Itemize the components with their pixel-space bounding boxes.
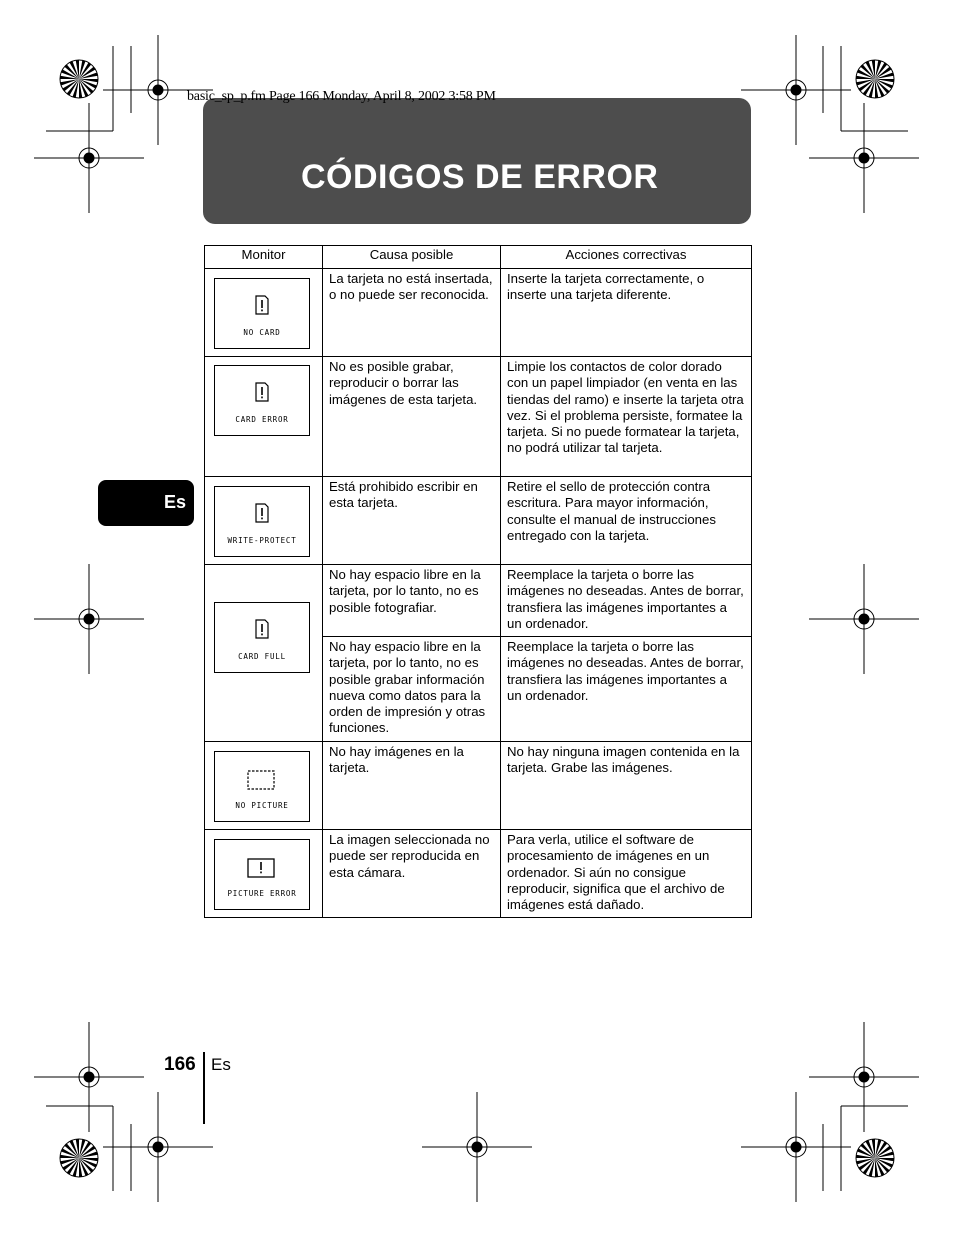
card-warning-icon — [255, 382, 269, 402]
registration-crosshair — [34, 1022, 144, 1132]
registration-starburst — [856, 1139, 894, 1177]
registration-crosshair — [34, 103, 144, 213]
monitor-cell — [205, 357, 323, 477]
lcd-screen — [214, 751, 310, 822]
monitor-cell — [205, 269, 323, 357]
language-tab-label: Es — [163, 492, 186, 512]
lcd-screen — [214, 839, 310, 910]
table-row — [205, 357, 752, 477]
footer-divider — [203, 1052, 205, 1124]
page-language: Es — [211, 1055, 231, 1074]
lcd-message: CARD FULL — [238, 652, 286, 661]
cause-cell: No hay imágenes en la tarjeta. — [323, 742, 501, 830]
registration-crosshair — [103, 1092, 213, 1202]
action-cell: Inserte la tarjeta correctamente, o inserte una tarjeta diferente. — [501, 269, 752, 357]
lcd-message: NO PICTURE — [235, 801, 289, 810]
cause-cell: La imagen seleccionada no puede ser reproducida en esta cámara. — [323, 830, 501, 918]
picture-warning-icon — [247, 858, 275, 878]
monitor-cell — [205, 830, 323, 918]
page-number: 166 — [164, 1054, 196, 1075]
table-row — [205, 477, 752, 565]
lcd-screen — [214, 365, 310, 436]
header-cause: Causa posible — [323, 246, 501, 269]
print-header: basic_sp_p.fm Page 166 Monday, April 8, 2002 3:58 PM — [187, 89, 496, 104]
monitor-cell — [205, 477, 323, 565]
registration-crosshair — [809, 564, 919, 674]
card-warning-icon — [255, 619, 269, 639]
monitor-cell — [205, 742, 323, 830]
cause-cell: No hay espacio libre en la tarjeta, por lo tanto, no es posible fotografiar. — [323, 565, 501, 637]
lcd-screen — [214, 602, 310, 673]
page-title: CÓDIGOS DE ERROR — [301, 158, 659, 196]
registration-starburst — [856, 60, 894, 98]
empty-frame-icon — [247, 770, 275, 790]
registration-crosshair — [741, 1092, 851, 1202]
registration-starburst — [60, 1139, 98, 1177]
action-cell: Reemplace la tarjeta o borre las imágenes no deseadas. Antes de borrar, transfiera las imágenes importantes a un ordenador. — [501, 565, 752, 637]
cause-cell: No es posible grabar, reproducir o borrar las imágenes de esta tarjeta. — [323, 357, 501, 477]
registration-crosshair — [809, 1022, 919, 1132]
table-row — [205, 269, 752, 357]
error-codes-table — [204, 245, 752, 918]
lcd-message: WRITE-PROTECT — [227, 536, 297, 545]
cause-cell: Está prohibido escribir en esta tarjeta. — [323, 477, 501, 565]
card-warning-icon — [255, 295, 269, 315]
registration-crosshair — [809, 103, 919, 213]
table-row — [205, 830, 752, 918]
cause-cell: La tarjeta no está insertada, o no puede ser reconocida. — [323, 269, 501, 357]
action-cell: Reemplace la tarjeta o borre las imágenes no deseadas. Antes de borrar, transfiera las imágenes importantes a un ordenador. — [501, 637, 752, 742]
monitor-cell — [205, 565, 323, 742]
registration-crosshair — [422, 1092, 532, 1202]
card-warning-icon — [255, 503, 269, 523]
registration-crosshair — [741, 35, 851, 145]
lcd-message: PICTURE ERROR — [227, 889, 297, 898]
table-row — [205, 565, 752, 637]
action-cell: Limpie los contactos de color dorado con un papel limpiador (en venta en las tiendas del ramo) e inserte la tarjeta otra vez. Si el problema persiste, formatee la tarjeta. Si no puede formatear la tarjeta, no podrá utilizar tal tarjeta. — [501, 357, 752, 477]
cause-cell: No hay espacio libre en la tarjeta, por lo tanto, no es posible grabar información nueva como datos para la orden de impresión y otras funciones. — [323, 637, 501, 742]
header-monitor: Monitor — [205, 246, 323, 269]
registration-crosshair — [34, 564, 144, 674]
table-header-row — [205, 246, 752, 269]
action-cell: Retire el sello de protección contra escritura. Para mayor información, consulte el manual de instrucciones entregado con la tarjeta. — [501, 477, 752, 565]
title-band — [203, 98, 751, 224]
action-cell: No hay ninguna imagen contenida en la tarjeta. Grabe las imágenes. — [501, 742, 752, 830]
lcd-message: NO CARD — [243, 328, 281, 337]
lcd-message: CARD ERROR — [235, 415, 289, 424]
registration-starburst — [60, 60, 98, 98]
action-cell: Para verla, utilice el software de procesamiento de imágenes en un ordenador. Si aún no consigue reproducir, significa que el archivo de imágenes está dañado. — [501, 830, 752, 918]
header-action: Acciones correctivas — [501, 246, 752, 269]
table-row — [205, 742, 752, 830]
lcd-screen — [214, 278, 310, 349]
lcd-screen — [214, 486, 310, 557]
language-tab — [98, 480, 194, 526]
